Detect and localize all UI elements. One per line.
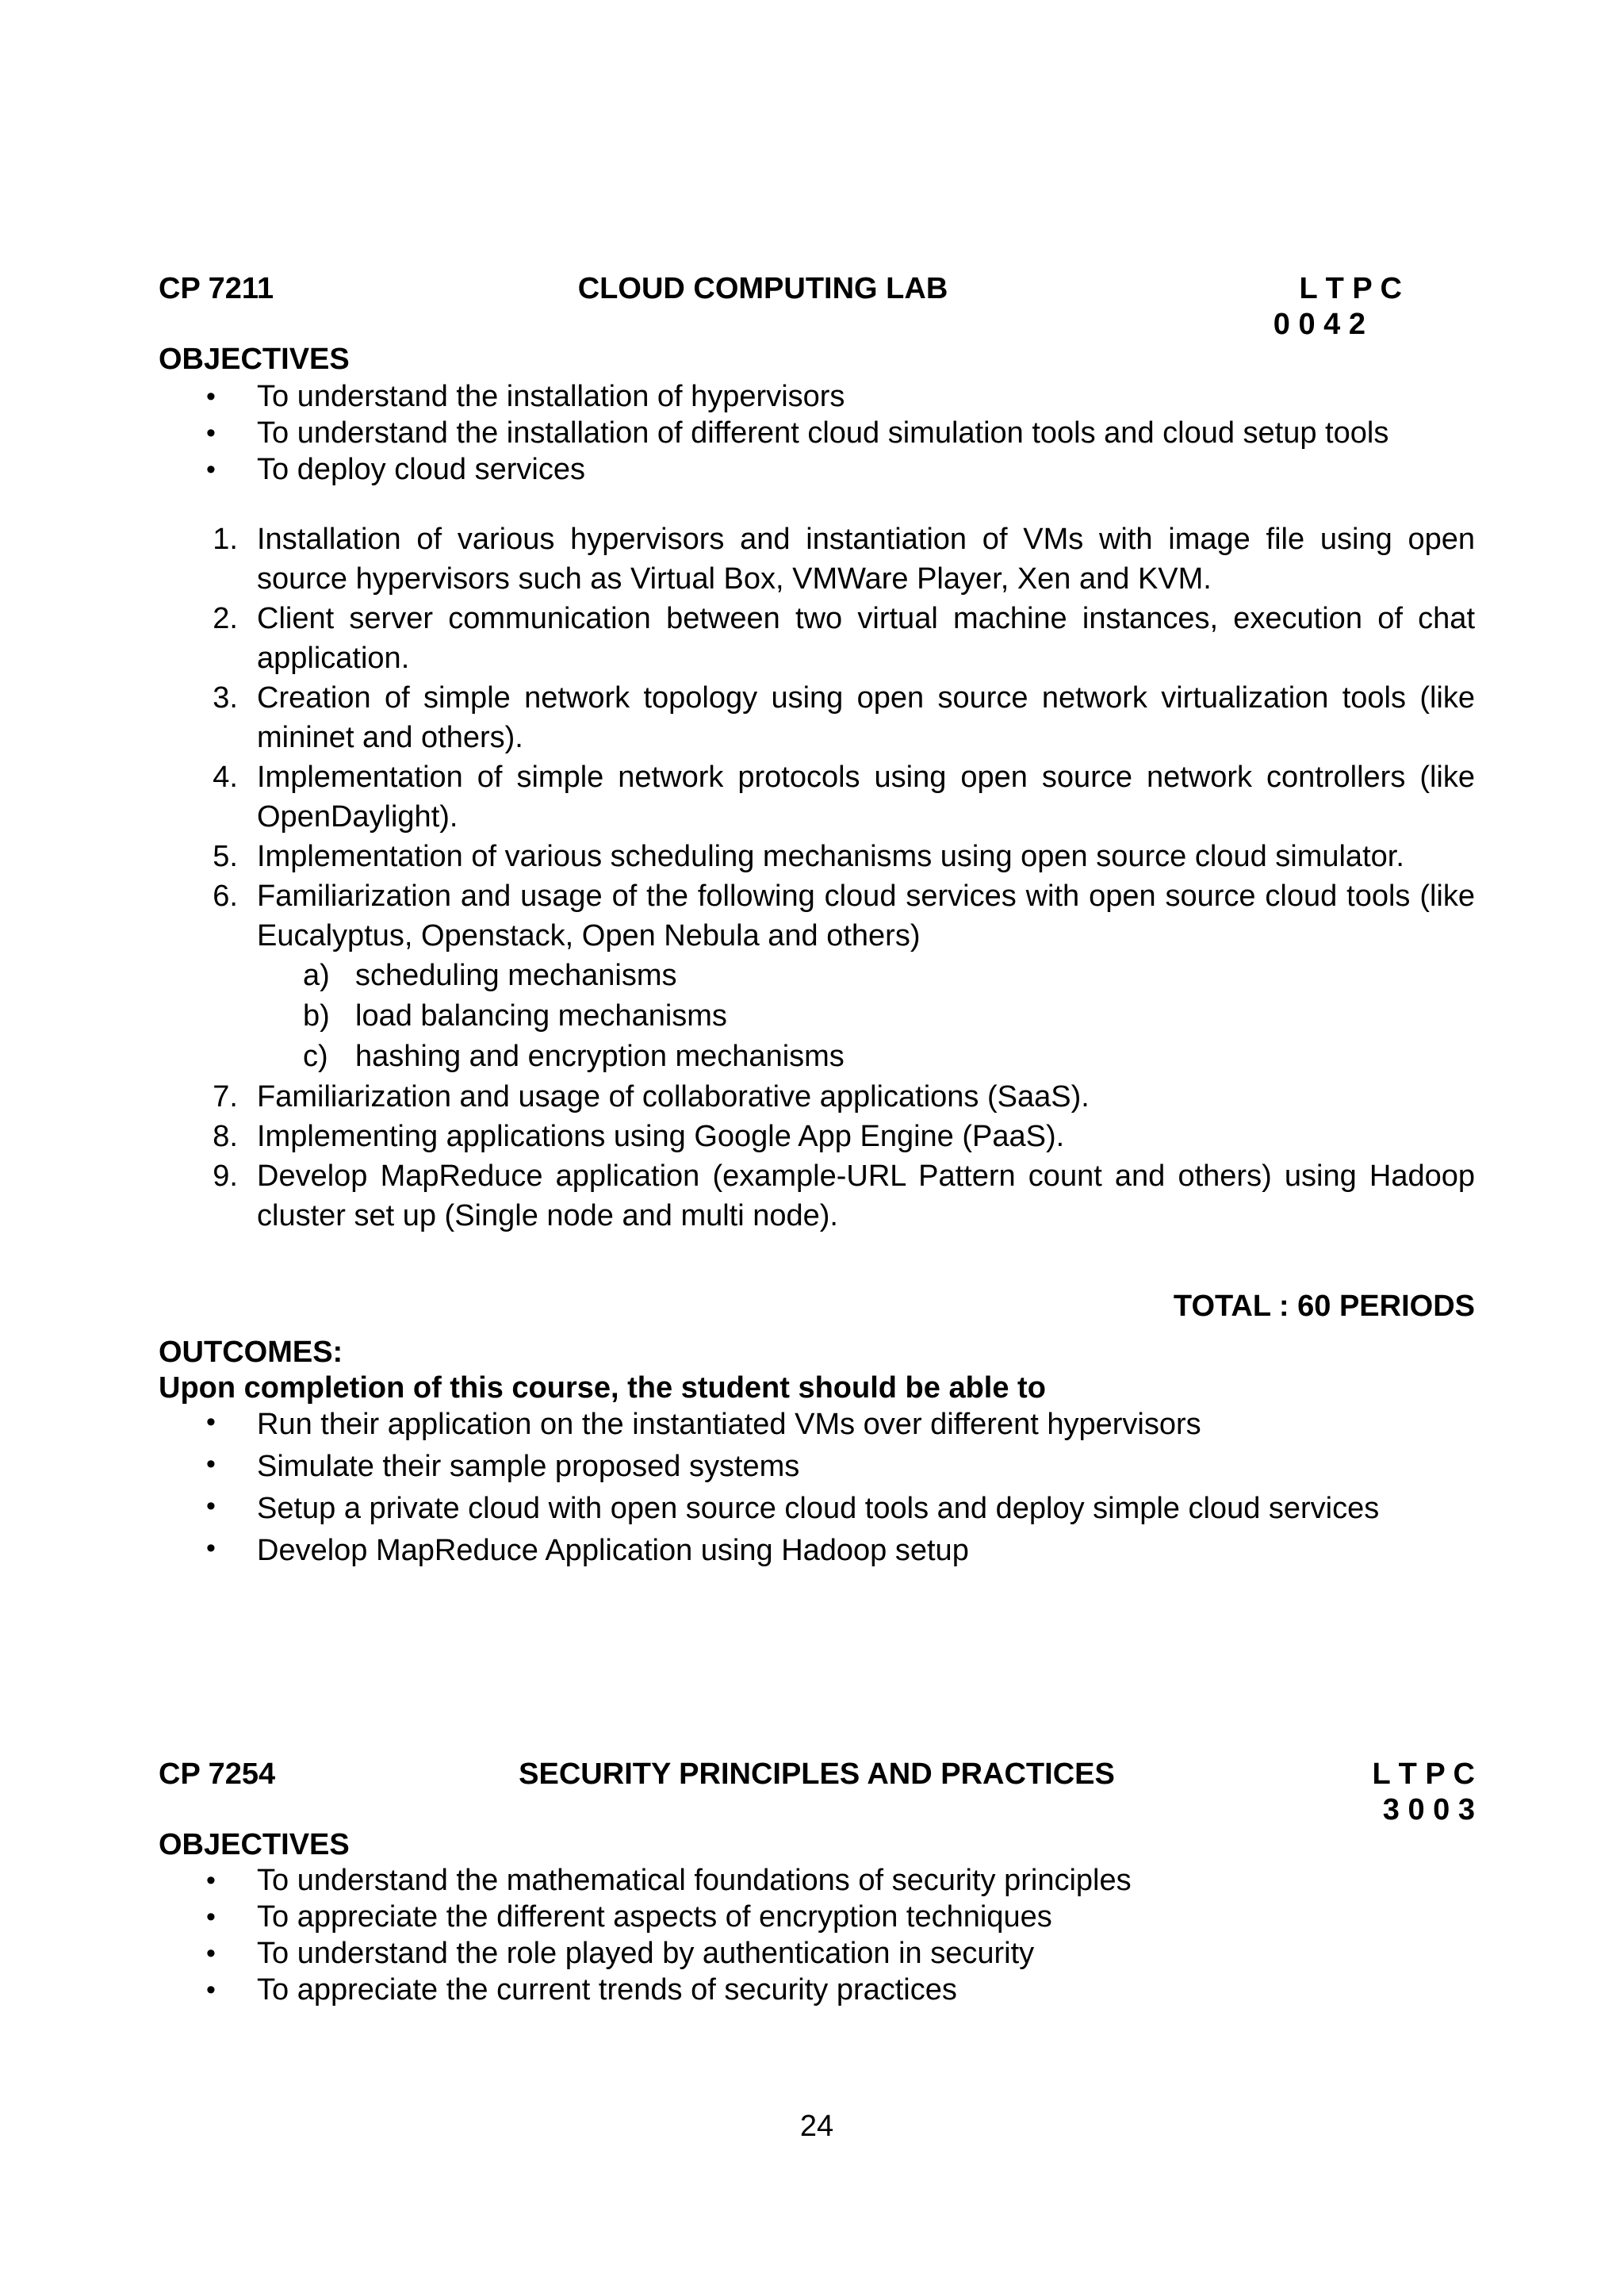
list-item: • To understand the mathematical foundations of security principles	[159, 1862, 1475, 1899]
list-item: • To understand the installation of different cloud simulation tools and cloud setup tools	[159, 415, 1475, 451]
list-item: • Setup a private cloud with open source cloud tools and deploy simple cloud services	[159, 1488, 1475, 1530]
outcomes-heading: OUTCOMES:	[159, 1336, 343, 1369]
list-item: • Run their application on the instantiated VMs over different hypervisors	[159, 1404, 1475, 1446]
experiments-list	[159, 519, 1475, 1236]
outcomes-list	[159, 1404, 1475, 1572]
objectives-list	[159, 1862, 1475, 2008]
page-number: 24	[799, 2110, 834, 2143]
list-item: 3. Creation of simple network topology using open source network virtualization tools (like mininet and others).	[213, 681, 1475, 754]
list-item: • To understand the installation of hypervisors	[159, 378, 1475, 415]
sub-list-item: b) load balancing mechanisms	[303, 999, 727, 1033]
outcomes-intro: Upon completion of this course, the student should be able to	[159, 1371, 1046, 1405]
course-code: CP 7211	[159, 272, 274, 305]
course-title: CLOUD COMPUTING LAB	[577, 272, 948, 305]
list-item: 2. Client server communication between two virtual machine instances, execution of chat application.	[213, 602, 1475, 675]
list-item: 1. Installation of various hypervisors and instantiation of VMs with image file using open source hypervisors such as Virtual Box, VMWare Player, Xen and KVM.	[213, 523, 1475, 596]
list-item: • To understand the role played by authentication in security	[159, 1935, 1475, 1972]
list-item: 6. Familiarization and usage of the following cloud services with open source cloud tools (like Eucalyptus, Openstack, Open Nebula and others) a) scheduling mechanisms b) load balancing mechanisms c) hashing and encryption mechanisms	[159, 876, 1475, 1077]
list-item: 5. Implementation of various scheduling mechanisms using open source cloud simulator.	[213, 840, 1404, 873]
list-item: • To appreciate the current trends of security practices	[159, 1972, 1475, 2008]
list-item: 8. Implementing applications using Google App Engine (PaaS).	[213, 1120, 1065, 1153]
course-code: CP 7254	[159, 1757, 276, 1791]
objectives-list	[159, 378, 1475, 488]
list-item: • Simulate their sample proposed systems	[159, 1446, 1475, 1488]
sub-list	[257, 956, 1475, 1077]
ltpc-values: 3 0 0 3	[1382, 1793, 1475, 1826]
objectives-heading: OBJECTIVES	[159, 1828, 350, 1861]
ltpc-label: L T P C	[1372, 1757, 1475, 1791]
list-item: 9. Develop MapReduce application (example-URL Pattern count and others) using Hadoop cluster set up (Single node and multi node).	[213, 1159, 1475, 1232]
sub-list-item: c) hashing and encryption mechanisms	[303, 1040, 845, 1073]
ltpc-label: L T P C	[1299, 272, 1402, 305]
ltpc-values: 0 0 4 2	[1273, 308, 1365, 341]
list-item: 4. Implementation of simple network protocols using open source network controllers (like OpenDaylight).	[213, 761, 1475, 834]
list-item: • Develop MapReduce Application using Hadoop setup	[159, 1530, 1475, 1572]
list-item: • To deploy cloud services	[159, 451, 1475, 488]
list-item: 7. Familiarization and usage of collaborative applications (SaaS).	[213, 1080, 1090, 1114]
total-periods: TOTAL : 60 PERIODS	[1173, 1290, 1475, 1323]
sub-list-item: a) scheduling mechanisms	[303, 959, 677, 992]
course-title: SECURITY PRINCIPLES AND PRACTICES	[519, 1757, 1115, 1791]
objectives-heading: OBJECTIVES	[159, 343, 350, 376]
list-item: • To appreciate the different aspects of encryption techniques	[159, 1899, 1475, 1935]
